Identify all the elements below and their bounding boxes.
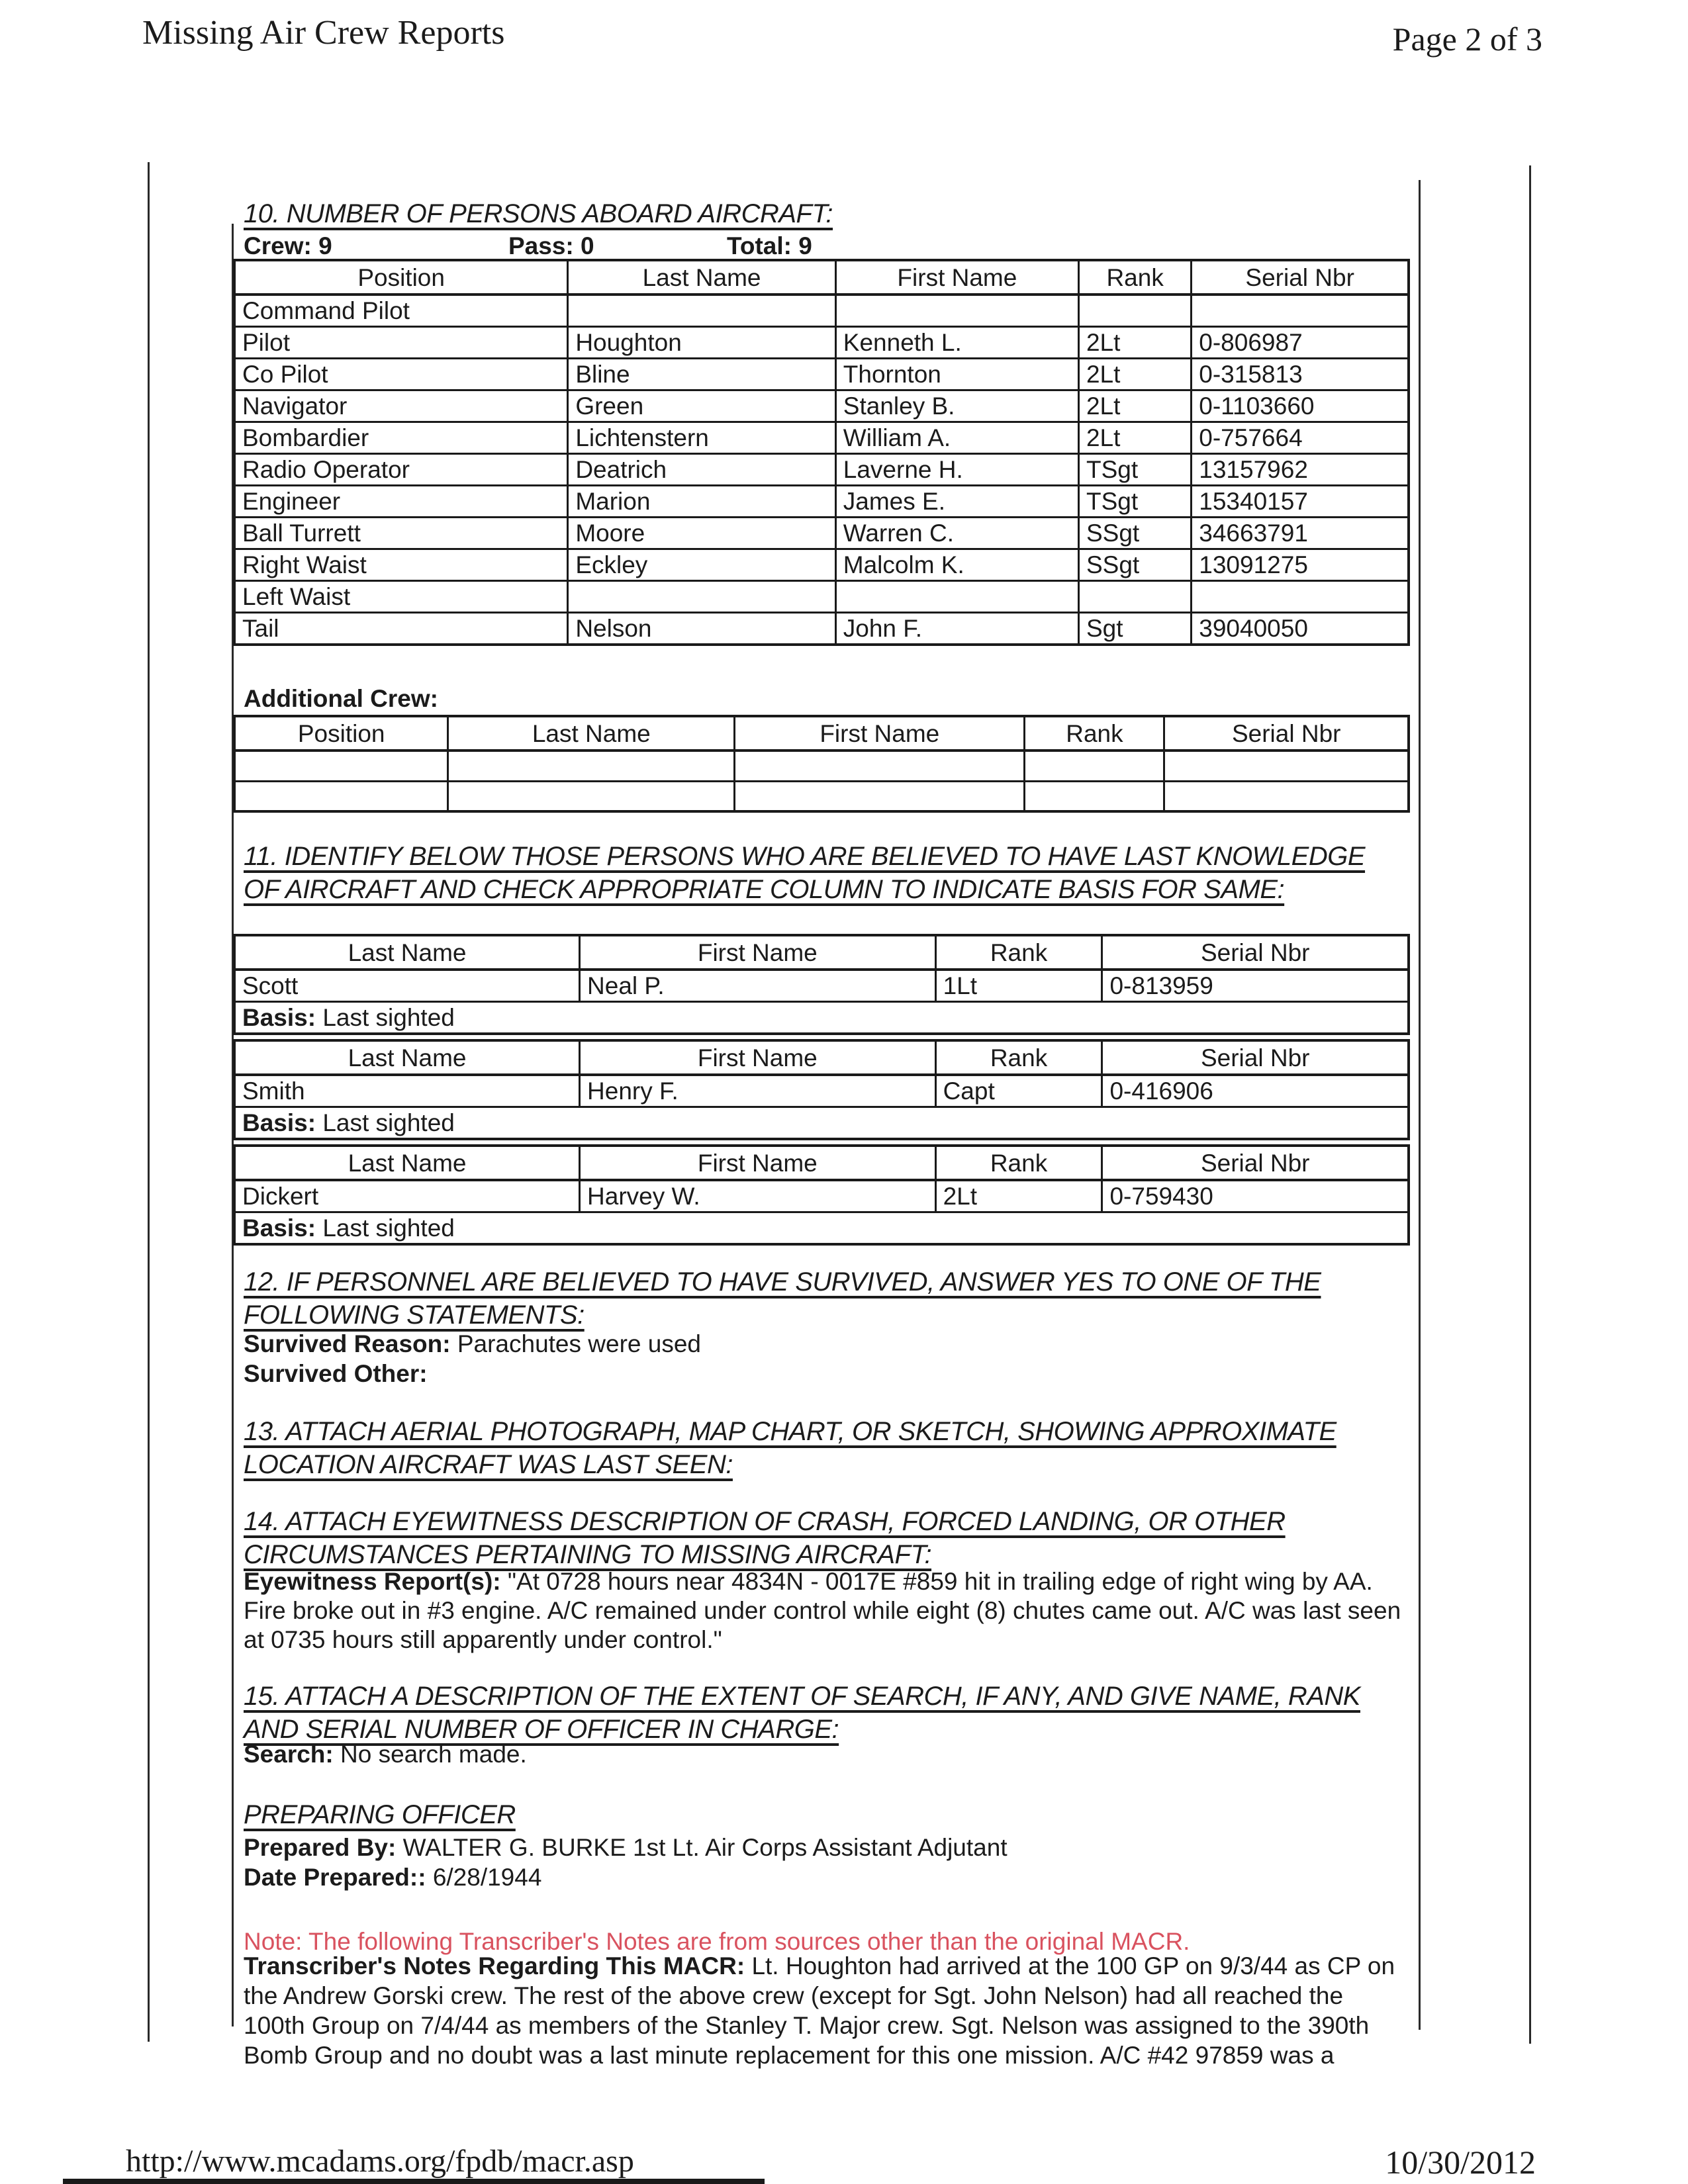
footer-url: http://www.mcadams.org/fpdb/macr.asp (126, 2144, 634, 2179)
col-first-name: First Name (580, 1146, 936, 1180)
pass-count: Pass: 0 (508, 232, 594, 259)
witness-table-3 (233, 1144, 1410, 1246)
section-14-heading: 14. ATTACH EYEWITNESS DESCRIPTION OF CRASH, FORCED LANDING, OR OTHER CIRCUMSTANCES PERTAINING TO MISSING AIRCRAFT: (244, 1507, 1286, 1569)
table-row: Left Waist (234, 581, 1409, 613)
col-rank: Rank (935, 935, 1102, 970)
col-last-name: Last Name (234, 935, 580, 970)
crew-count-row (233, 234, 1410, 259)
survived-reason-line: Survived Reason: Parachutes were used (244, 1330, 702, 1357)
page-title: Missing Air Crew Reports (142, 14, 505, 52)
col-rank: Rank (935, 1040, 1102, 1075)
table-row: Command Pilot (234, 295, 1409, 327)
col-serial: Serial Nbr (1102, 1040, 1409, 1075)
col-first-name: First Name (735, 716, 1025, 751)
page-number: Page 2 of 3 (1392, 21, 1542, 58)
basis-row: Basis: Last sighted (234, 1107, 1409, 1140)
witness-table-header (234, 1146, 1409, 1180)
col-position: Position (234, 260, 568, 295)
col-first-name: First Name (835, 260, 1078, 295)
additional-crew-table (233, 715, 1410, 813)
table-row: Ball Turrett Moore Warren C. SSgt 34663791 (234, 518, 1409, 549)
table-row: Tail Nelson John F. Sgt 39040050 (234, 613, 1409, 645)
additional-crew-header (234, 716, 1409, 751)
scan-rule-right-outer (1529, 165, 1531, 2044)
additional-crew-label: Additional Crew: (244, 685, 438, 712)
footer-date: 10/30/2012 (1385, 2144, 1536, 2181)
col-serial: Serial Nbr (1102, 935, 1409, 970)
total-count: Total: 9 (727, 232, 812, 259)
witness-table-header (234, 935, 1409, 970)
table-row (234, 751, 1409, 781)
table-row: Radio Operator Deatrich Laverne H. TSgt 13157962 (234, 454, 1409, 486)
table-row: Smith Henry F. Capt 0-416906 (234, 1075, 1409, 1107)
table-row: Navigator Green Stanley B. 2Lt 0-1103660 (234, 390, 1409, 422)
survived-other-line: Survived Other: (244, 1360, 428, 1387)
table-row: Scott Neal P. 1Lt 0-813959 (234, 970, 1409, 1002)
witness-table-1 (233, 934, 1410, 1035)
table-row: Dickert Harvey W. 2Lt 0-759430 (234, 1180, 1409, 1212)
table-row (234, 781, 1409, 811)
eyewitness-report: Eyewitness Report(s): "At 0728 hours near 4834N - 0017E #859 hit in trailing edge of right wing by AA. Fire broke out in #3 engine. A/C remained under control while eight (8) chutes came out. A/C was last seen at 0735 hours still apparently under control." (244, 1568, 1401, 1653)
scan-edge-artifact (63, 2179, 765, 2184)
section-12-heading: 12. IF PERSONNEL ARE BELIEVED TO HAVE SURVIVED, ANSWER YES TO ONE OF THE FOLLOWING STATEMENTS: (244, 1267, 1321, 1330)
preparing-officer-heading: PREPARING OFFICER (244, 1800, 516, 1829)
col-rank: Rank (935, 1146, 1102, 1180)
col-serial: Serial Nbr (1102, 1146, 1409, 1180)
prepared-by-line: Prepared By: WALTER G. BURKE 1st Lt. Air Corps Assistant Adjutant (244, 1834, 1008, 1861)
search-line: Search: No search made. (244, 1741, 527, 1768)
col-last-name: Last Name (448, 716, 735, 751)
transcriber-note-warning: Note: The following Transcriber's Notes are from sources other than the original MACR. (244, 1928, 1190, 1955)
section-13-heading: 13. ATTACH AERIAL PHOTOGRAPH, MAP CHART, OR SKETCH, SHOWING APPROXIMATE LOCATION AIRCRAFT WAS LAST SEEN: (244, 1417, 1336, 1479)
macr-form-page (233, 192, 1410, 2070)
crew-table-header (234, 260, 1409, 295)
scan-rule-left-outer (148, 162, 150, 2042)
col-serial: Serial Nbr (1164, 716, 1409, 751)
scan-rule-right-inner (1419, 180, 1421, 2030)
section-15-heading: 15. ATTACH A DESCRIPTION OF THE EXTENT OF SEARCH, IF ANY, AND GIVE NAME, RANK AND SERIAL NUMBER OF OFFICER IN CHARGE: (244, 1682, 1360, 1744)
col-rank: Rank (1025, 716, 1164, 751)
crew-count: Crew: 9 (244, 232, 332, 259)
table-row: Bombardier Lichtenstern William A. 2Lt 0-757664 (234, 422, 1409, 454)
witness-table-2 (233, 1039, 1410, 1140)
date-prepared-line: Date Prepared:: 6/28/1944 (244, 1864, 542, 1891)
col-last-name: Last Name (234, 1146, 580, 1180)
crew-table (233, 259, 1410, 646)
col-serial: Serial Nbr (1192, 260, 1409, 295)
col-last-name: Last Name (234, 1040, 580, 1075)
basis-row: Basis: Last sighted (234, 1002, 1409, 1034)
col-first-name: First Name (580, 935, 936, 970)
col-rank: Rank (1078, 260, 1191, 295)
section-11-heading: 11. IDENTIFY BELOW THOSE PERSONS WHO ARE BELIEVED TO HAVE LAST KNOWLEDGE OF AIRCRAFT AND CHECK APPROPRIATE COLUMN TO INDICATE BASIS FOR SAME: (244, 842, 1366, 904)
transcriber-notes: Transcriber's Notes Regarding This MACR: Lt. Houghton had arrived at the 100 GP on 9/3/44 as CP on the Andrew Gorski crew. The rest of the above crew (except for Sgt. John Nelson) had all reached the 100th Group on 7/4/44 as members of the Stanley T. Major crew. Sgt. Nelson was assigned to the 390th Bomb Group and no doubt was a last minute replacement for this one mission. A/C #42 97859 was a (244, 1952, 1395, 2069)
basis-row: Basis: Last sighted (234, 1212, 1409, 1245)
col-last-name: Last Name (568, 260, 835, 295)
col-position: Position (234, 716, 448, 751)
table-row: Pilot Houghton Kenneth L. 2Lt 0-806987 (234, 327, 1409, 359)
section-10-heading: 10. NUMBER OF PERSONS ABOARD AIRCRAFT: (244, 199, 833, 228)
table-row: Engineer Marion James E. TSgt 15340157 (234, 486, 1409, 518)
col-first-name: First Name (580, 1040, 936, 1075)
table-row: Co Pilot Bline Thornton 2Lt 0-315813 (234, 359, 1409, 390)
witness-table-header (234, 1040, 1409, 1075)
table-row: Right Waist Eckley Malcolm K. SSgt 13091275 (234, 549, 1409, 581)
